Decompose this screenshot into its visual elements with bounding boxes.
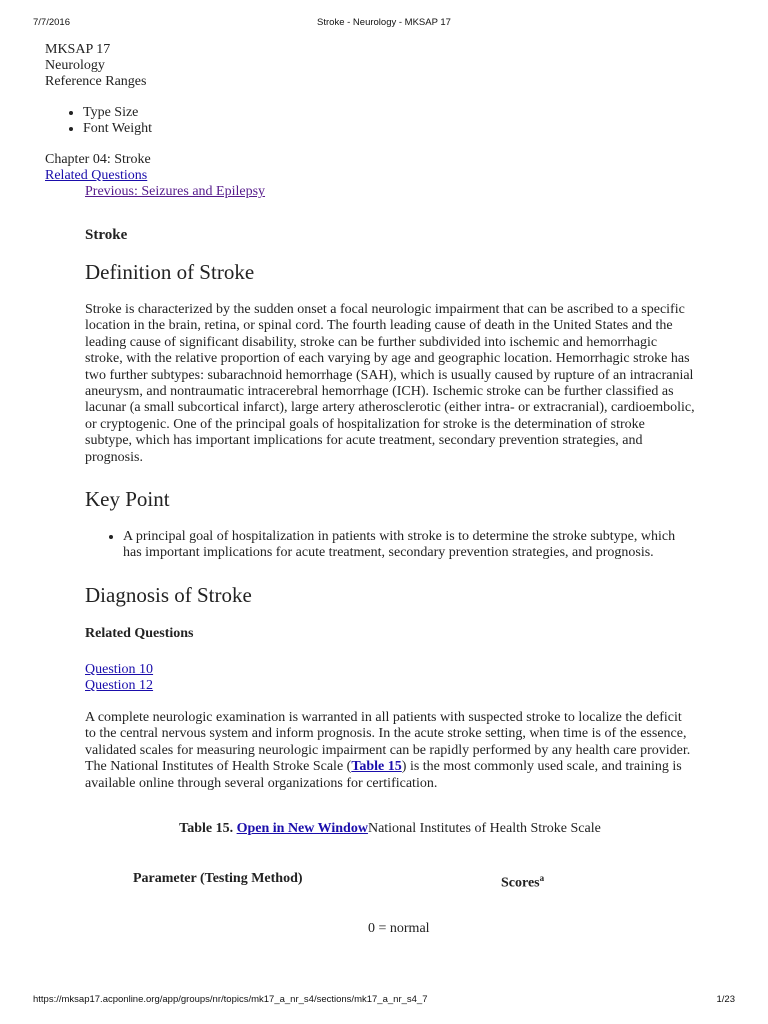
print-date: 7/7/2016	[33, 17, 70, 28]
diagnosis-text-before: A complete neurologic examination is warranted in all patients with suspected stroke to localize the deficit to the central nervous system and inform prognosis. In the acute stroke setting, when time is of the essence, validated scales for measuring neurologic impairment can be rapidly performed by any health care provider. The National Institutes of Health Stroke Scale (	[85, 709, 691, 775]
table-15-link[interactable]: Table 15	[351, 759, 402, 775]
question-links	[85, 662, 695, 694]
print-header	[0, 17, 768, 31]
scores-column-header	[501, 873, 544, 892]
diagnosis-heading: Diagnosis of Stroke	[85, 582, 252, 607]
parameter-column-header: Parameter (Testing Method)	[133, 870, 303, 886]
print-page-number: 1/23	[716, 994, 735, 1005]
table-first-row	[85, 921, 695, 939]
print-title: Stroke - Neurology - MKSAP 17	[317, 17, 451, 28]
print-footer	[0, 994, 768, 1008]
diagnosis-text-after: ) is the most commonly used scale, and training is available online through several organizations for certification.	[85, 759, 682, 791]
display-options	[45, 105, 695, 137]
chapter-label: Chapter 04: Stroke	[45, 152, 151, 167]
related-questions-heading: Related Questions	[85, 625, 194, 641]
table-title: National Institutes of Health Stroke Scale	[367, 820, 601, 836]
site-name: MKSAP 17	[45, 42, 111, 57]
definition-heading: Definition of Stroke	[85, 260, 255, 284]
site-header	[45, 42, 695, 90]
page-content	[45, 42, 695, 939]
topic-title: Stroke	[85, 227, 128, 243]
scores-footnote-marker: a	[539, 872, 545, 883]
scores-label: Scores	[501, 875, 540, 891]
definition-paragraph: Stroke is characterized by the sudden onset a focal neurologic impairment that can be ascribed to a specific location in the brain, retina, or spinal cord. The fourth leading cause of death in the United States and the leading cause of significant disability, stroke can be further subdivided into ischemic and hemorrhagic stroke, with the relative proportion of each varying by age and geographic location. Hemorrhagic stroke has two further subtypes: subarachnoid hemorrhage (SAH), which is usually caused by rupture of an intracranial aneurysm, and nontraumatic intracerebral hemorrhage (ICH). Ischemic stroke can be further classified as lacunar (a small subcortical infarct), large artery atherosclerotic (either intra- or extracranial), cardioembolic, or cryptogenic. One of the principal goals of hospitalization for stroke is the determination of stroke subtype, which has important implications for acute treatment, secondary prevention strategies, and prognosis.	[85, 302, 695, 465]
question-10-link[interactable]: Question 10	[85, 661, 154, 677]
key-point-list	[85, 529, 695, 562]
previous-chapter-link[interactable]: Previous: Seizures and Epilepsy	[85, 184, 266, 199]
diagnosis-paragraph	[85, 710, 695, 792]
question-12-link[interactable]: Question 12	[85, 677, 154, 693]
key-point-item: • A principal goal of hospitalization in patients with stroke is to determine the stroke subtype, which has important implications for acute treatment, secondary prevention strategies, and prognosis.	[123, 529, 695, 562]
table-number: Table 15.	[179, 820, 234, 836]
open-in-new-window-link[interactable]: Open in New Window	[236, 820, 368, 836]
section-name: Neurology	[45, 58, 105, 73]
table-header-row	[85, 871, 695, 911]
type-size-option[interactable]: • Type Size	[83, 105, 695, 121]
print-url: https://mksap17.acponline.org/app/groups/nr/topics/mk17_a_nr_s4/sections/mk17_a_nr_s4_7	[33, 994, 428, 1005]
key-point-heading: Key Point	[85, 487, 170, 512]
table-caption	[85, 821, 695, 837]
score-zero-normal: 0 = normal	[368, 920, 430, 936]
related-questions-link[interactable]: Related Questions	[45, 168, 148, 183]
reference-ranges-link[interactable]: Reference Ranges	[45, 74, 147, 89]
chapter-body	[45, 184, 695, 939]
font-weight-option[interactable]: • Font Weight	[83, 121, 695, 137]
